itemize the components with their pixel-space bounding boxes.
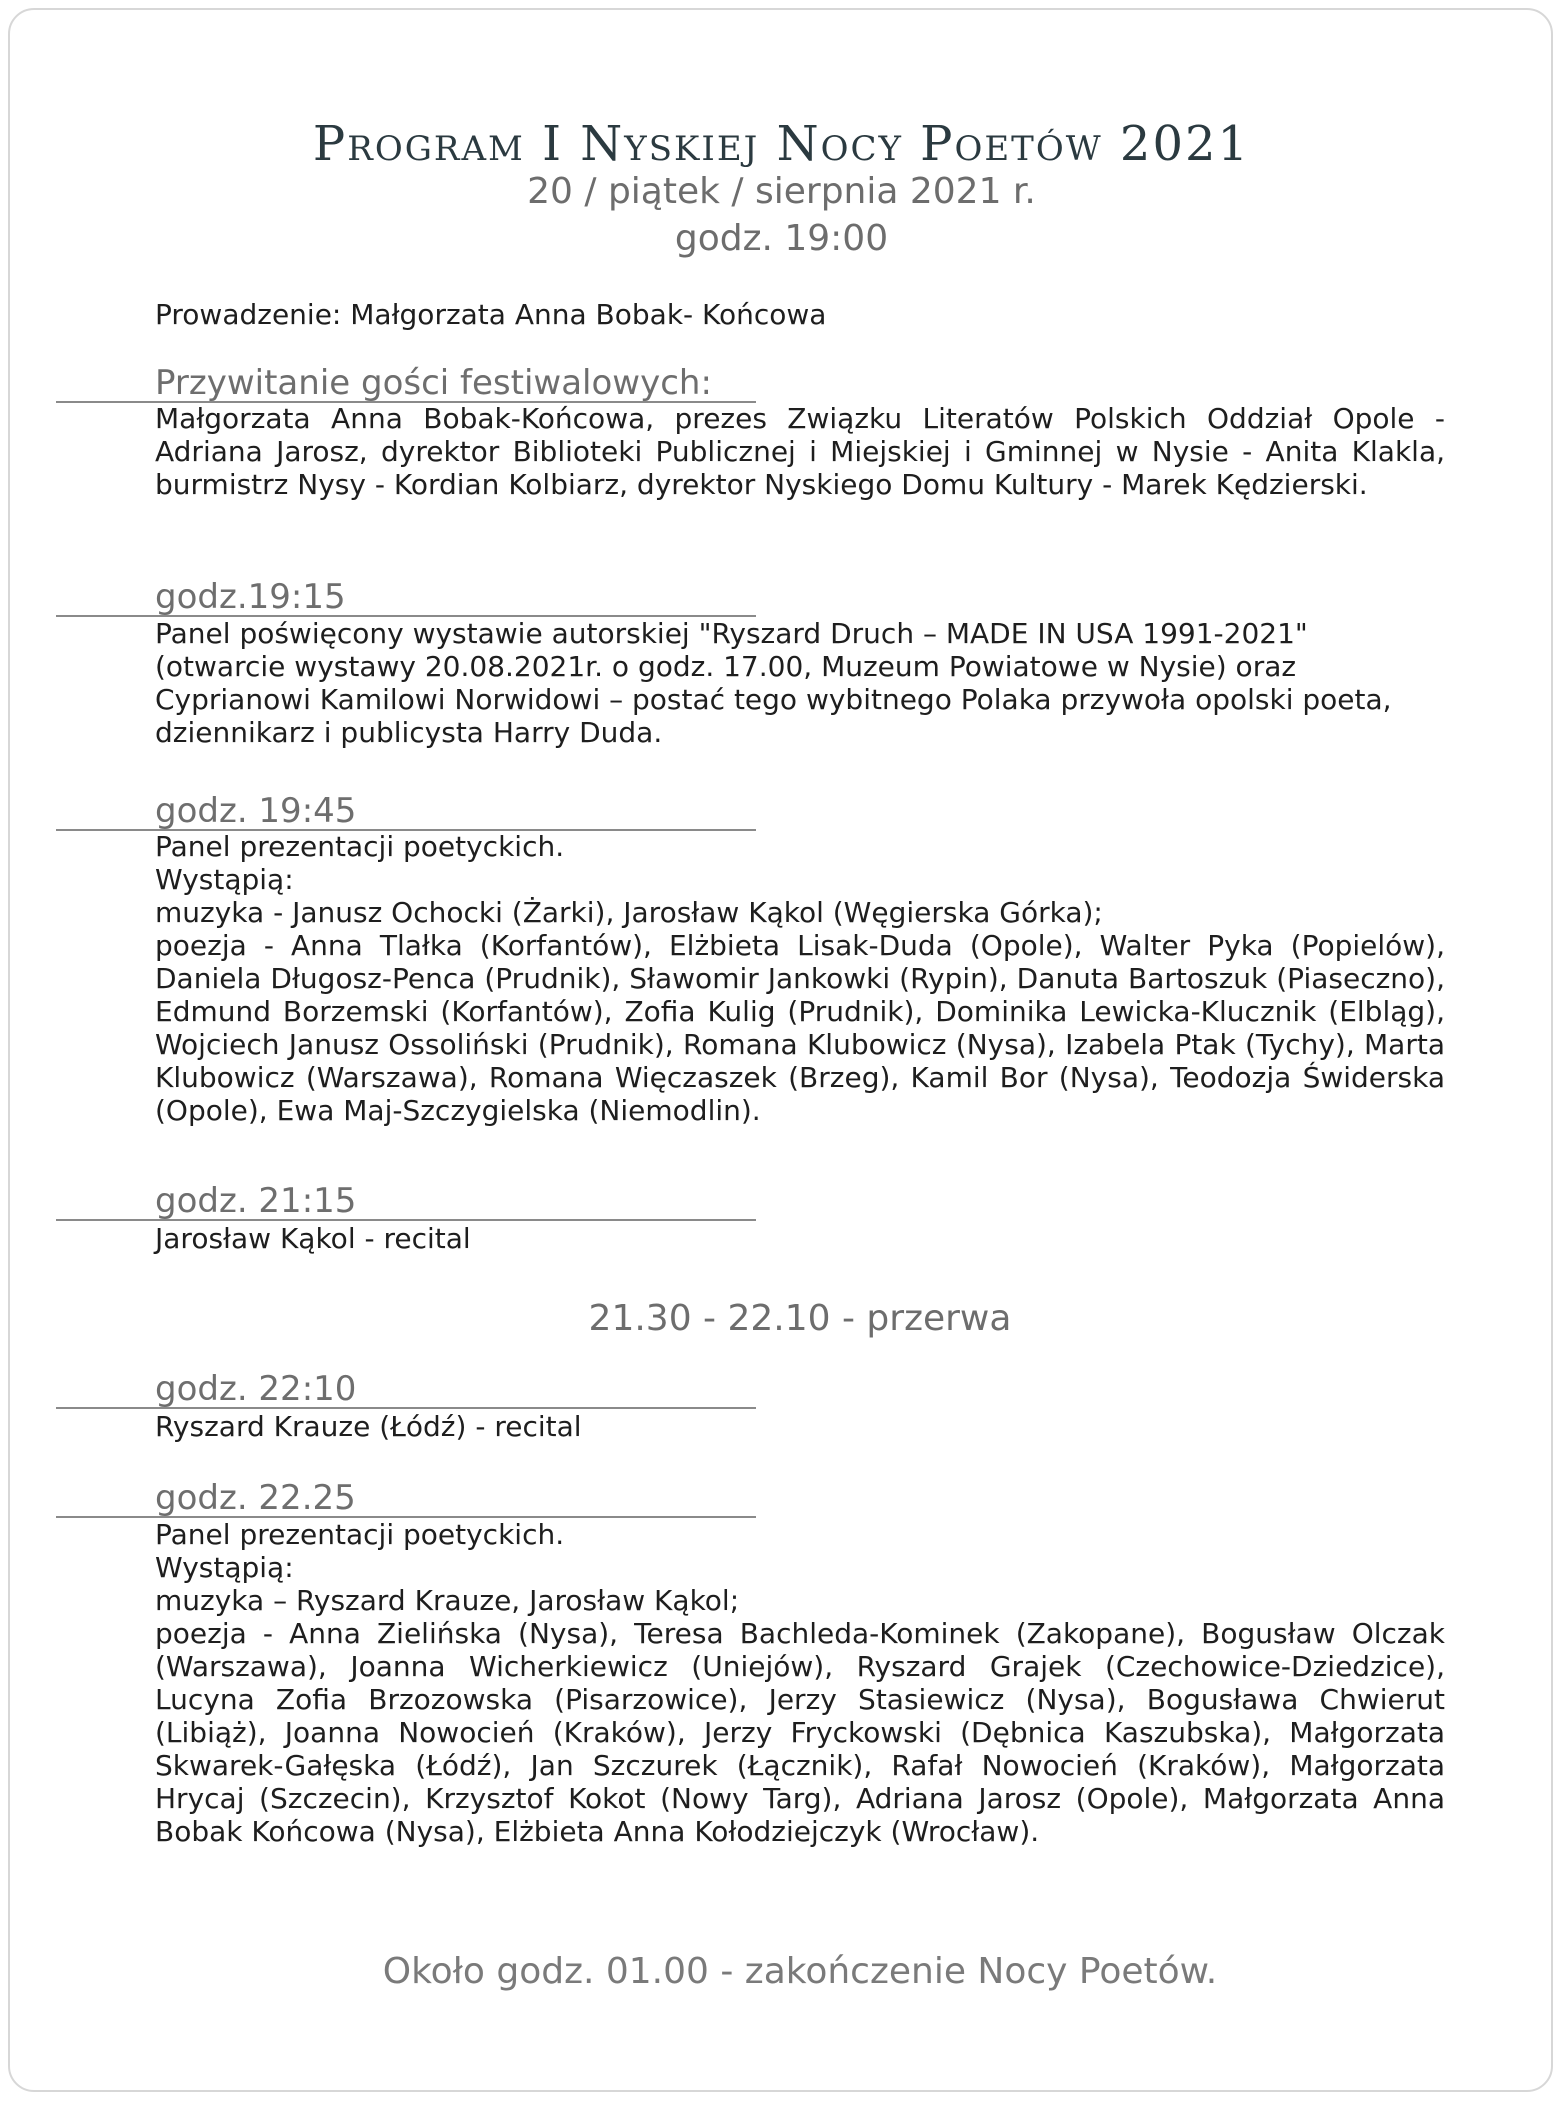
section-1945-body [155,830,1445,1127]
welcome-text: Małgorzata Anna Bobak-Końcowa, prezes Związku Literatów Polskich Oddział Opole - Adriana Jarosz, dyrektor Biblioteki Publicznej i Miejskiej i Gminnej w Nysie - Anita Klakla, burmistrz Nysy - Kordian Kolbiarz, dyrektor Nyskiego Domu Kultury - Marek Kędzierski. [155,402,1445,501]
poetry-list: poezja - Anna Zielińska (Nysa), Teresa Bachleda-Kominek (Zakopane), Bogusław Olczak (Warszawa), Joanna Wicherkiewicz (Uniejów), Ryszard Grajek (Czechowice-Dziedzice), Lucyna Zofia Brzozowska (Pisarzowice), Jerzy Stasiewicz (Nysa), Bogusława Chwierut (Libiąż), Joanna Nowocień (Kraków), Jerzy Fryckowski (Dębnica Kaszubska), Małgorzata Skwarek-Gałęska (Łódź), Jan Szczurek (Łącznik), Rafał Nowocień (Kraków), Małgorzata Hrycaj (Szczecin), Krzysztof Kokot (Nowy Targ), Adriana Jarosz (Opole), Małgorzata Anna Bobak Końcowa (Nysa), Elżbieta Anna Kołodziejczyk (Wrocław). [155,1617,1445,1848]
welcome-heading: Przywitanie gości festiwalowych: [155,363,712,403]
music-line: muzyka - Janusz Ochocki (Żarki), Jarosław Kąkol (Węgierska Górka); [155,896,1103,929]
host-line: Prowadzenie: Małgorzata Anna Bobak- Końcowa [155,298,827,331]
section-1915-heading: godz.19:15 [155,577,346,617]
section-2115-heading: godz. 21:15 [155,1181,357,1221]
panel-line: Panel prezentacji poetyckich. [155,830,565,863]
section-2210-text: Ryszard Krauze (Łódź) - recital [155,1410,582,1443]
section-1945-heading: godz. 19:45 [155,791,357,831]
page-title: Program I Nyskiej Nocy Poetów 2021 [312,116,1251,172]
section-2115-heading-row [0,1181,1480,1225]
section-2115-text: Jarosław Kąkol - recital [155,1222,471,1255]
start-time: godz. 19:00 [674,218,889,259]
section-2225-heading: godz. 22.25 [155,1478,356,1518]
section-2210-heading: godz. 22:10 [155,1369,357,1409]
performers-line: Wystąpią: [155,863,294,896]
section-1945-heading-row [0,791,1480,835]
section-2225-body [155,1518,1445,1848]
welcome-heading-row [0,363,1480,407]
section-1915-heading-row [0,577,1480,621]
break-line: 21.30 - 22.10 - przerwa [588,1298,1012,1339]
section-1915-text: Panel poświęcony wystawie autorskiej "Ryszard Druch – MADE IN USA 1991-2021" (otwarcie wystawy 20.08.2021r. o godz. 17.00, Muzeum Powiatowe w Nysie) oraz Cyprianowi Kamilowi Norwidowi – postać tego wybitnego Polaka przywoła opolski poeta, dziennikarz i publicysta Harry Duda. [155,617,1392,749]
section-2210-heading-row [0,1369,1480,1413]
performers-line: Wystąpią: [155,1551,294,1584]
poetry-list: poezja - Anna Tlałka (Korfantów), Elżbieta Lisak-Duda (Opole), Walter Pyka (Popielów), Daniela Długosz-Penca (Prudnik), Sławomir Jankowki (Rypin), Danuta Bartoszuk (Piaseczno), Edmund Borzemski (Korfantów), Zofia Kulig (Prudnik), Dominika Lewicka-Klucznik (Elbląg), Wojciech Janusz Ossoliński (Prudnik), Romana Klubowicz (Nysa), Izabela Ptak (Tychy), Marta Klubowicz (Warszawa), Romana Więczaszek (Brzeg), Kamil Bor (Nysa), Teodozja Świderska (Opole), Ewa Maj-Szczygielska (Niemodlin). [155,929,1445,1127]
music-line: muzyka – Ryszard Krauze, Jarosław Kąkol; [155,1584,740,1617]
ending-line: Około godz. 01.00 - zakończenie Nocy Poetów. [382,1951,1218,1992]
panel-line: Panel prezentacji poetyckich. [155,1518,565,1551]
section-2225-heading-row [0,1478,1480,1522]
date-line: 20 / piątek / sierpnia 2021 r. [527,171,1036,212]
